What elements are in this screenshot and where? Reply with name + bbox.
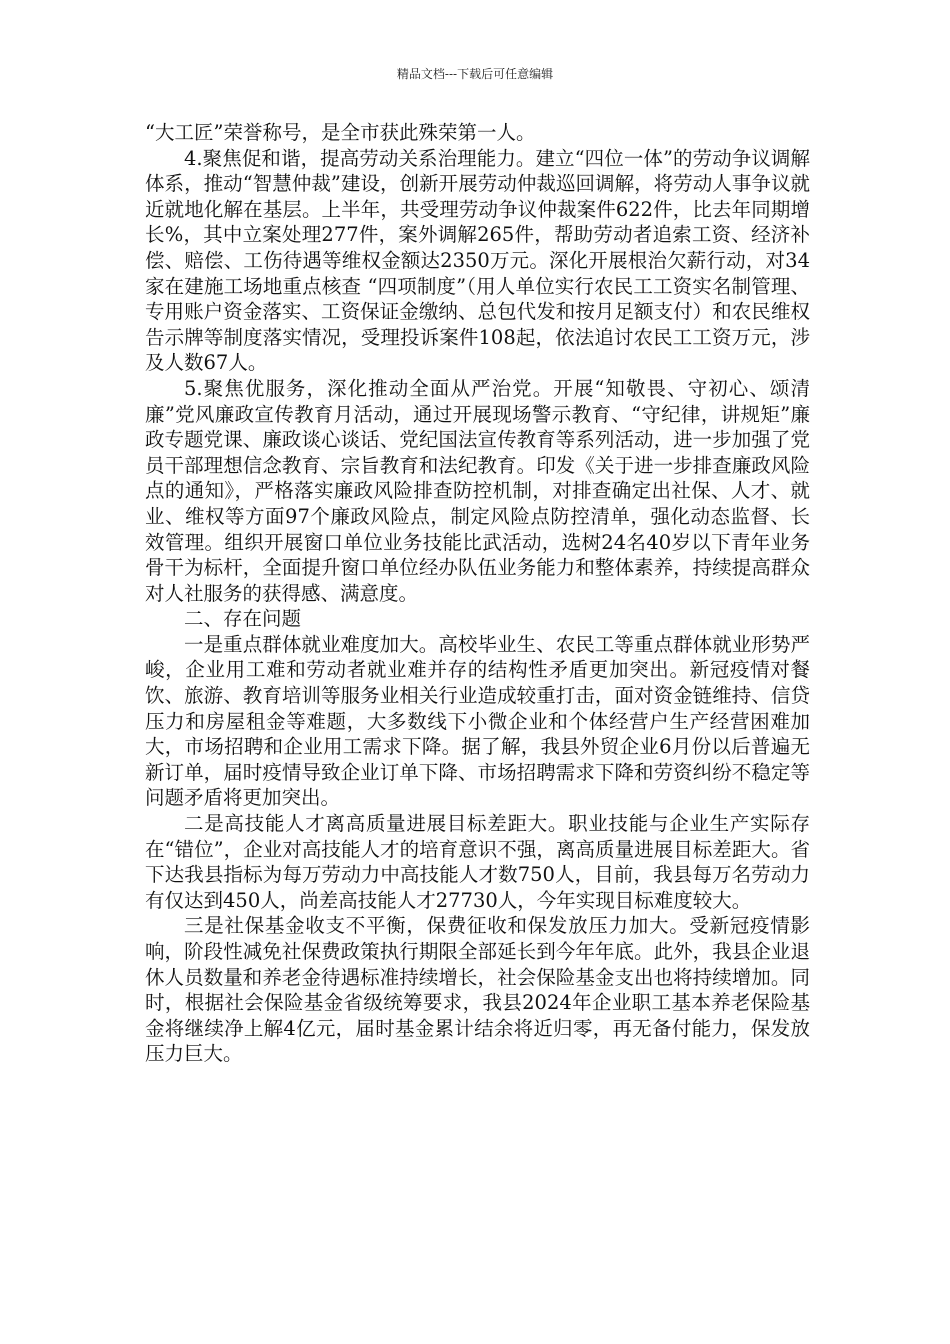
section-heading: 二、存在问题	[184, 607, 302, 631]
document-body	[145, 120, 810, 1067]
page-header: 精品文档---下载后可任意编辑	[396, 67, 554, 81]
paragraph: 5.聚焦优服务，深化推动全面从严治党。开展“知敬畏、守初心、颂清廉”党风廉政宣传教育月活动，通过开展现场警示教育、“守纪律，讲规矩”廉政专题党课、廉政谈心谈话、党纪国法宣传教育等系列活动，进一步加强了党员干部理想信念教育、宗旨教育和法纪教育。印发《关于进一步排查廉政风险点的通知》，严格落实廉政风险排查防控机制，对排查确定出社保、人才、就业、维权等方面97个廉政风险点，制定风险点防控清单，强化动态监督、长效管理。组织开展窗口单位业务技能比武活动，选树24名40岁以下青年业务骨干为标杆，全面提升窗口单位经办队伍业务能力和整体素养，持续提高群众对人社服务的获得感、满意度。	[145, 376, 810, 605]
paragraph: 4.聚焦促和谐，提高劳动关系治理能力。建立“四位一体”的劳动争议调解体系，推动“智慧仲裁”建设，创新开展劳动仲裁巡回调解，将劳动人事争议就近就地化解在基层。上半年，共受理劳动争议仲裁案件622件，比去年同期增长%，其中立案处理277件，案外调解265件，帮助劳动者追索工资、经济补偿、赔偿、工伤待遇等维权金额达2350万元。深化开展根治欠薪行动，对34家在建施工场地重点核查 “四项制度”（用人单位实行农民工工资实名制管理、专用账户资金落实、工资保证金缴纳、总包代发和按月足额支付）和农民维权告示牌等制度落实情况，受理投诉案件108起，依法追讨农民工工资万元，涉及人数67人。	[145, 146, 810, 375]
paragraph: “大工匠”荣誉称号，是全市获此殊荣第一人。	[145, 121, 536, 144]
paragraph: 二是高技能人才离高质量进展目标差距大。职业技能与企业生产实际存在“错位”，企业对高技能人才的培育意识不强，离高质量进展目标差距大。省下达我县指标为每万劳动力中高技能人才数750人，目前，我县每万名劳动力有仅达到450人，尚差高技能人才27730人，今年实现目标难度较大。	[145, 812, 810, 912]
paragraph: 三是社保基金收支不平衡，保费征收和保发放压力加大。受新冠疫情影响，阶段性减免社保费政策执行期限全部延长到今年年底。此外，我县企业退休人员数量和养老金待遇标准持续增长，社会保险基金支出也将持续增加。同时，根据社会保险基金省级统筹要求，我县2024年企业职工基本养老保险基金将继续净上解4亿元，届时基金累计结余将近归零，再无备付能力，保发放压力巨大。	[145, 914, 810, 1066]
paragraph: 一是重点群体就业难度加大。高校毕业生、农民工等重点群体就业形势严峻，企业用工难和劳动者就业难并存的结构性矛盾更加突出。新冠疫情对餐饮、旅游、教育培训等服务业相关行业造成较重打击，面对资金链维持、信贷压力和房屋租金等难题，大多数线下小微企业和个体经营户生产经营困难加大，市场招聘和企业用工需求下降。据了解，我县外贸企业6月份以后普遍无新订单，届时疫情导致企业订单下降、市场招聘需求下降和劳资纠纷不稳定等问题矛盾将更加突出。	[145, 632, 810, 810]
